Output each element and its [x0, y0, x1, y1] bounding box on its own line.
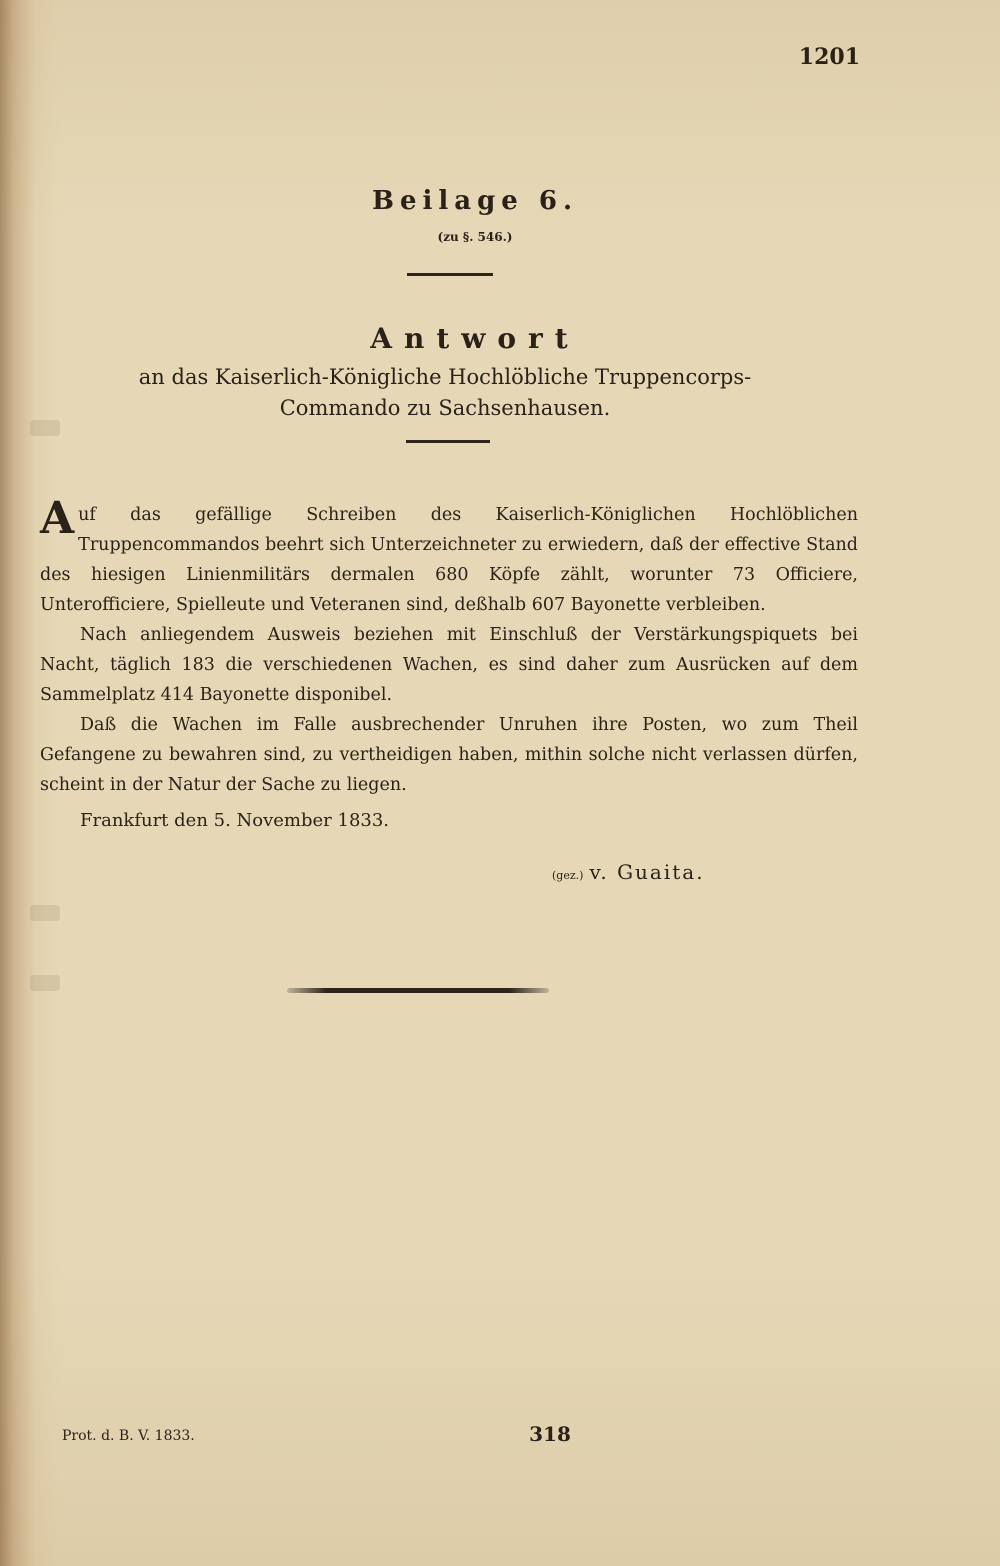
paragraph-1-text: uf das gefällige Schreiben des Kaiserlich-Königlichen Hochlöblichen Truppencommandos beehrt sich Unterzeichneter zu erwiedern, daß der effective Stand des hiesigen Linienmilitärs dermalen 680 Köpfe zählt, worunter 73 Officiere, Unterofficiere, Spielleute und Veteranen sind, deßhalb 607 Bayonette verbleiben. — [40, 505, 858, 615]
closing-divider — [287, 988, 549, 993]
bleed-through-mark — [30, 420, 60, 436]
section-reference: (zu §. 546.) — [437, 230, 513, 244]
footer-page-number: 318 — [529, 1422, 571, 1446]
appendix-heading: Beilage 6. — [371, 186, 579, 216]
date-line: Frankfurt den 5. November 1833. — [80, 810, 390, 831]
signature-prefix: (gez.) — [552, 869, 584, 882]
letter-body — [40, 493, 858, 800]
document-title: Antwort — [370, 322, 580, 355]
paragraph-2: Nach anliegendem Ausweis beziehen mit Einschluß der Verstärkungspiquets bei Nacht, täglich 183 die verschiedenen Wachen, es sind daher zum Ausrücken auf dem Sammelplatz 414 Bayonette disponibel. — [40, 625, 858, 705]
signature-name: v. Guaita. — [589, 860, 705, 884]
drop-capital: A — [40, 493, 75, 544]
page-number: 1201 — [798, 44, 860, 70]
paragraph-3: Daß die Wachen im Falle ausbrechender Unruhen ihre Posten, wo zum Theil Gefangene zu bewahren sind, zu vertheidigen haben, mithin solche nicht verlassen dürfen, scheint in der Natur der Sache zu liegen. — [40, 715, 858, 795]
bleed-through-mark — [30, 975, 60, 991]
divider — [407, 273, 493, 276]
bleed-through-mark — [30, 905, 60, 921]
footer-protocol-reference: Prot. d. B. V. 1833. — [62, 1428, 195, 1444]
paragraph-1 — [40, 493, 858, 620]
divider — [406, 440, 490, 443]
address-line: an das Kaiserlich-Königliche Hochlöbliche Truppencorps-Commando zu Sachsenhausen. — [138, 365, 752, 420]
signature-line — [552, 860, 852, 884]
